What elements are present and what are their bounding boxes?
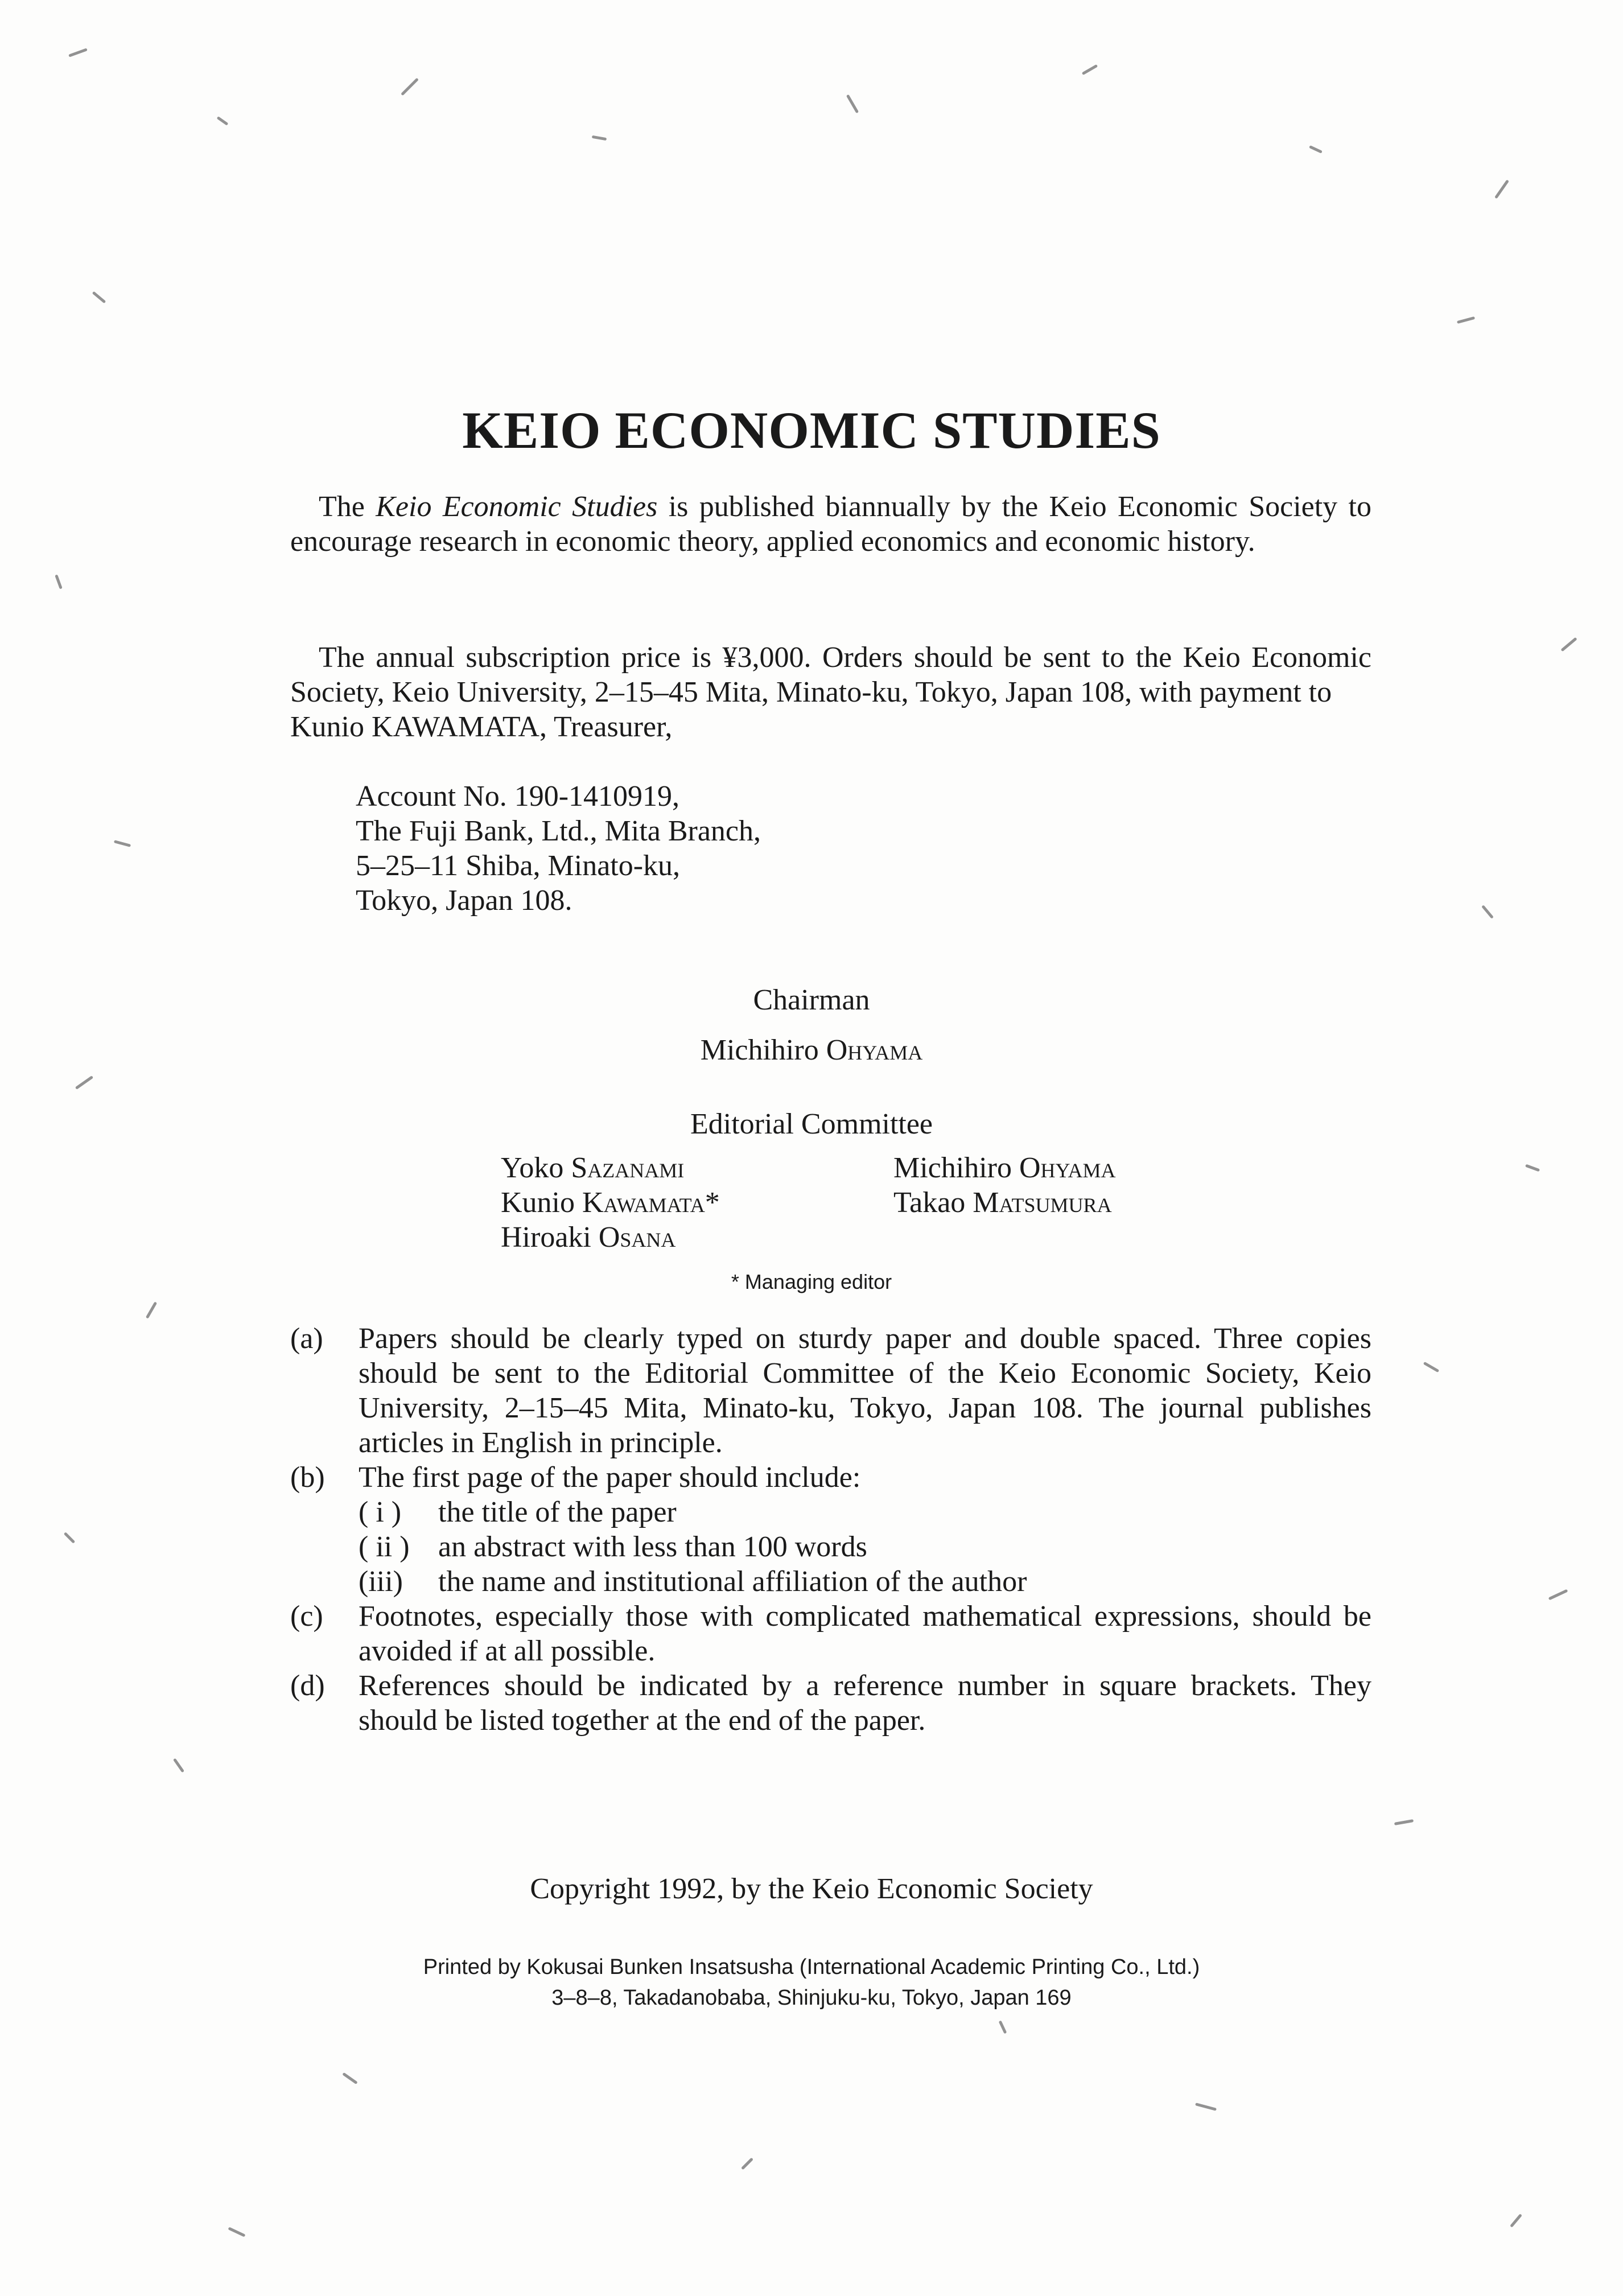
committee-member: Yoko Sazanami — [501, 1152, 685, 1184]
rule-a: (a) Papers should be clearly typed on sturdy paper and double spaced. Three copies should be sent to the Editorial Committee of the Keio Economic Society, Keio University, 2–15–45 Mita, Minato-ku, Tokyo, Japan 108. The journal publishes articles in English in principle. — [290, 1322, 1371, 1459]
subscription-paragraph — [290, 640, 1371, 744]
address-line: The Fuji Bank, Ltd., Mita Branch, — [356, 815, 761, 847]
committee-member: Hiroaki Osana — [501, 1221, 676, 1254]
address-line: Tokyo, Japan 108. — [356, 884, 572, 917]
printer-imprint — [0, 1952, 1623, 2013]
copyright-notice: Copyright 1992, by the Keio Economic Society — [530, 1873, 1093, 1905]
journal-title: KEIO ECONOMIC STUDIES — [462, 401, 1161, 459]
address-line: Account No. 190-1410919, — [356, 780, 680, 813]
chairman-name — [0, 1036, 1623, 1065]
committee-member: Kunio Kawamata* — [501, 1186, 720, 1219]
intro-lead: The — [319, 490, 376, 523]
managing-editor-note: * Managing editor — [731, 1270, 892, 1293]
committee-heading: Editorial Committee — [690, 1108, 933, 1140]
subscription-text: The annual subscription price is ¥3,000. Orders should be sent to the Keio Economic Society, Keio University, 2–15–45 Mita, Minato-ku, Tokyo, Japan 108, with payment to — [290, 641, 1371, 708]
intro-paragraph — [290, 489, 1371, 559]
payee: Kunio KAWAMATA, Treasurer, — [290, 711, 673, 743]
printer-line: Printed by Kokusai Bunken Insatsusha (International Academic Printing Co., Ltd.) — [423, 1955, 1200, 1979]
intro-rest: is published biannually by the Keio Economic Society to encourage research in economic theory, applied economics and economic history. — [290, 490, 1371, 558]
chairman-given-name: Michihiro — [700, 1034, 819, 1066]
rule-c: (c) Footnotes, especially those with complicated mathematical expressions, should be avoided if at all possible. — [290, 1600, 1371, 1667]
rule-b-item: ( i ) the title of the paper — [359, 1496, 677, 1528]
committee-member: Takao Matsumura — [893, 1186, 1112, 1219]
address-line: 5–25–11 Shiba, Minato-ku, — [356, 850, 681, 882]
chairman-family-name: Ohyama — [826, 1034, 923, 1066]
printer-line: 3–8–8, Takadanobaba, Shinjuku-ku, Tokyo, Japan 169 — [551, 1986, 1072, 2010]
bank-address — [356, 779, 761, 918]
submission-rules — [290, 1321, 1371, 1738]
rule-b-item: (iii) the name and institutional affiliation of the author — [359, 1565, 1027, 1598]
committee-left-column — [501, 1151, 720, 1255]
rule-b: (b) The first page of the paper should include: — [290, 1461, 861, 1494]
rule-d: (d) References should be indicated by a reference number in square brackets. They should be listed together at the end of the paper. — [290, 1670, 1371, 1737]
committee-member: Michihiro Ohyama — [893, 1152, 1116, 1184]
rule-b-item: ( ii ) an abstract with less than 100 words — [359, 1531, 867, 1563]
journal-name: Keio Economic Studies — [376, 490, 658, 523]
committee-right-column — [893, 1151, 1116, 1220]
chairman-heading: Chairman — [753, 984, 870, 1016]
